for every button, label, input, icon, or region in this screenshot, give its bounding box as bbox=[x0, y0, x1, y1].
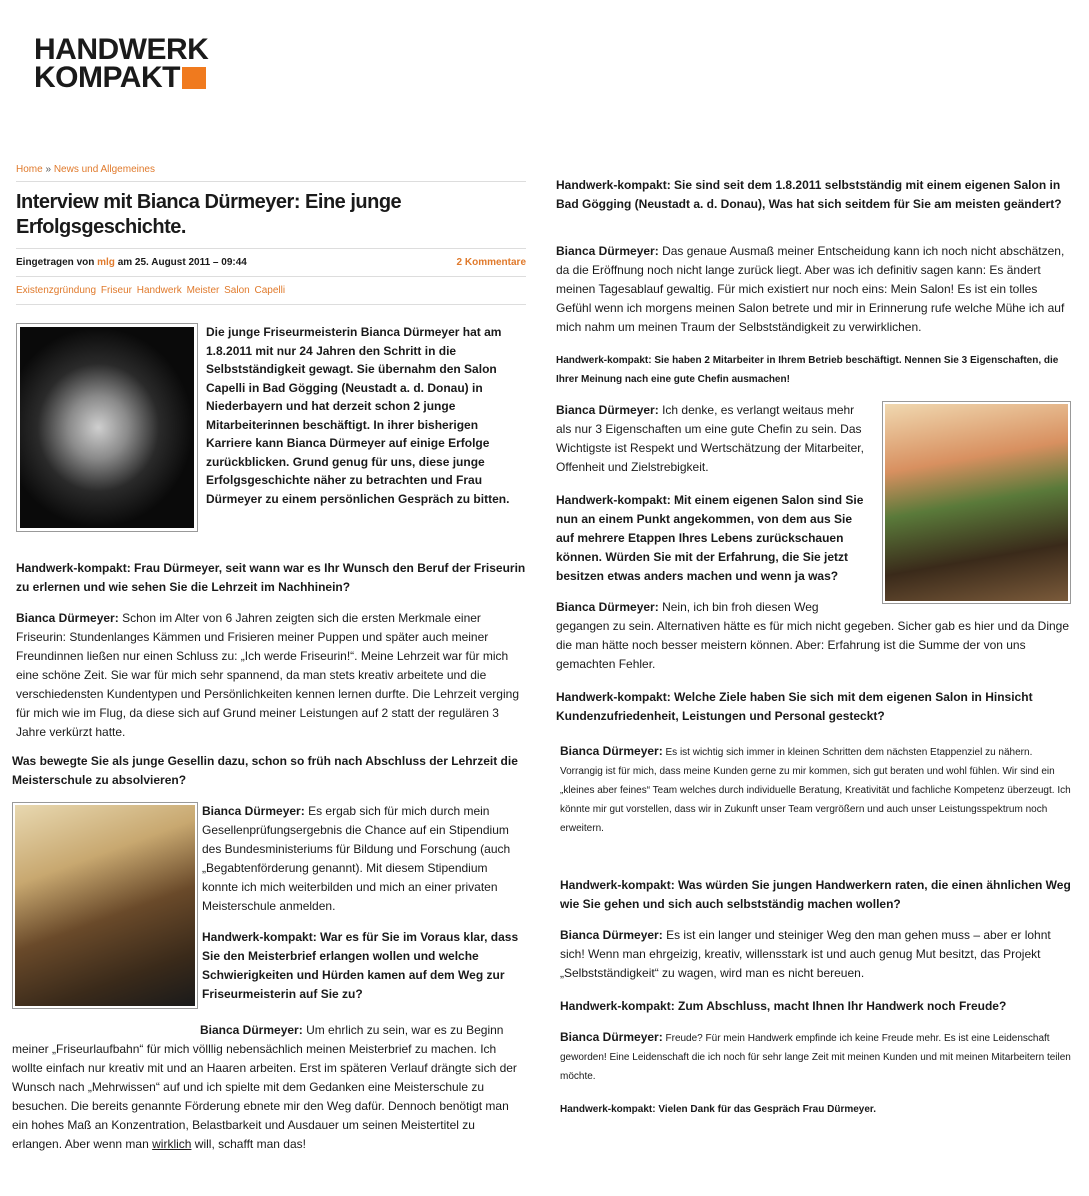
meta-prefix: Eingetragen von bbox=[16, 257, 95, 268]
site-logo[interactable] bbox=[34, 33, 209, 94]
tag-list bbox=[16, 277, 526, 305]
answer-speaker: Bianca Dürmeyer: bbox=[202, 804, 305, 818]
answer-speaker: Bianca Dürmeyer: bbox=[556, 244, 659, 258]
answer-3 bbox=[12, 1021, 526, 1154]
breadcrumb-section-link[interactable]: News und Allgemeines bbox=[53, 164, 155, 175]
answer-2-text: Es ergab sich für mich durch mein Gesellenprüfungsergebnis die Chance auf ein Stipendium des Bundesministeriums für Bildung und Forschung (auch „Begabtenförderung genannt). Mit diesem Stipendium konnte ich mich weiterbilden und mich an einer privaten Meisterschule anmelden. bbox=[202, 804, 511, 913]
answer-3-underlined: wirklich bbox=[152, 1137, 192, 1151]
meta-date: am 25. August 2011 – 09:44 bbox=[117, 257, 247, 268]
answer-speaker: Bianca Dürmeyer: bbox=[560, 744, 663, 758]
question-3: Handwerk-kompakt: War es für Sie im Voraus klar, dass Sie den Meisterbrief erlangen wollen und welche Schwierigkeiten und Hürden kamen auf dem Weg zur Friseurmeisterin auf Sie zu? bbox=[202, 930, 519, 1001]
logo-line2: KOMPAKT bbox=[34, 61, 180, 94]
question-5: Handwerk-kompakt: Sie haben 2 Mitarbeiter in Ihrem Betrieb beschäftigt. Nennen Sie 3 Eigenschaften, die Ihrer Meinung nach eine gute Chefin ausmachen! bbox=[556, 355, 1059, 385]
answer-8-text: Es ist ein langer und steiniger Weg den man gehen muss – aber er lohnt sich! Wenn man ehrgeizig, kreativ, willensstark ist und auch genug Mut besitzt, das Projekt „Selbstständigkeit“ zu wagen, wird man es nicht bereuen. bbox=[560, 928, 1051, 980]
answer-7 bbox=[560, 742, 1071, 838]
answer-3-end: will, schafft man das! bbox=[194, 1137, 306, 1151]
breadcrumb bbox=[16, 164, 526, 182]
closing-line: Handwerk-kompakt: Vielen Dank für das Gespräch Frau Dürmeyer. bbox=[560, 1104, 877, 1115]
tag-link[interactable]: Friseur bbox=[100, 285, 132, 296]
portrait-photo bbox=[16, 323, 198, 532]
question-9: Handwerk-kompakt: Zum Abschluss, macht Ihnen Ihr Handwerk noch Freude? bbox=[560, 999, 1007, 1013]
article-title: Interview mit Bianca Dürmeyer: Eine junge Erfolgsgeschichte. bbox=[16, 191, 402, 238]
left-column bbox=[12, 164, 526, 1154]
logo-square-icon bbox=[182, 67, 206, 89]
author-link[interactable]: mlg bbox=[97, 257, 115, 268]
tag-link[interactable]: Existenzgründung bbox=[16, 285, 97, 296]
intro-text: Die junge Friseurmeisterin Bianca Dürmeyer hat am 1.8.2011 mit nur 24 Jahren den Schritt in die Selbstständigkeit gewagt. Sie übernahm den Salon Capelli in Bad Gögging (Neustadt a. d. Donau) in Niederbayern und hat derzeit schon 2 junge Mitarbeiterinnen beschäftigt. In ihrer bisherigen Karriere kann Bianca Dürmeyer auf einige Erfolge zurückblicken. Grund genug für uns, diese junge Erfolgsgeschichte näher zu betrachten und Frau Dürmeyer zu einem persönlichen Gespräch zu bitten. bbox=[206, 325, 510, 506]
answer-speaker: Bianca Dürmeyer: bbox=[556, 403, 659, 417]
answer-speaker: Bianca Dürmeyer: bbox=[200, 1023, 303, 1037]
answer-1 bbox=[16, 609, 526, 742]
answer-7-text: Es ist wichtig sich immer in kleinen Schritten dem nächsten Etappenziel zu nähern. Vorrangig ist für mich, dass meine Kunden gerne zu mir kommen, sich gut beraten und wohl fühlen. Wir sind ein „kleines aber feines“ Team welches durch individuelle Beratung, Kreativität und fachliche Kompetenz überzeugt. Ich könnte mir gut vorstellen, dass wir in Zukunft unser Team vergrößern und auch unser Leistungsspektrum noch erweitern. bbox=[560, 747, 1071, 834]
answer-4-text: Das genaue Ausmaß meiner Entscheidung kann ich noch nicht abschätzen, da die Eröffnung noch nicht lange zurück liegt. Aber was ich definitiv sagen kann: Es ändert meinen Tagesablauf gewaltig. Für mich existiert nur noch eins: Mein Salon! Es ist ein tolles Gefühl wenn ich morgens meinen Salon betrete und mir in Erinnerung rufe welche Mühe ich auf mich nahm um meinen Traum der Selbstständigkeit zu verwirklichen. bbox=[556, 244, 1065, 334]
logo-line1: HANDWERK bbox=[34, 33, 209, 66]
tag-link[interactable]: Salon Capelli bbox=[224, 285, 286, 296]
comments-link[interactable]: 2 Kommentare bbox=[456, 257, 526, 268]
question-7: Handwerk-kompakt: Welche Ziele haben Sie sich mit dem eigenen Salon in Hinsicht Kundenzufriedenheit, Leistungen und Personal gesteckt? bbox=[556, 690, 1033, 723]
answer-9 bbox=[560, 1028, 1071, 1086]
answer-speaker: Bianca Dürmeyer: bbox=[16, 611, 119, 625]
answer-6 bbox=[556, 598, 1071, 674]
answer-6-text: Nein, ich bin froh diesen Weg gegangen zu sein. Alternativen hätte es für mich nicht gegeben. Sicher gab es hier und da Dinge die man hätte noch besser meistern können. Aber: Erfahrung ist die Summe der von uns gemachten Fehler. bbox=[556, 600, 1070, 671]
breadcrumb-separator: » bbox=[45, 164, 52, 175]
answer-8 bbox=[560, 926, 1071, 983]
answer-speaker: Bianca Dürmeyer: bbox=[560, 928, 663, 942]
question-1: Handwerk-kompakt: Frau Dürmeyer, seit wann war es Ihr Wunsch den Beruf der Friseurin zu erlernen und wie sehen Sie die Lehrzeit im Nachhinein? bbox=[16, 561, 526, 594]
answer-5-text: Ich denke, es verlangt weitaus mehr als nur 3 Eigenschaften um eine gute Chefin zu sein. Das Wichtigste ist Respekt und Wertschätzung der Mitarbeiter, Offenheit und Zielstrebigkeit. bbox=[556, 403, 864, 474]
answer-3-text: Um ehrlich zu sein, war es zu Beginn meiner „Friseurlaufbahn“ für mich völllig nebensächlich meinen Meisterbrief zu machen. Ich wollte einfach nur kreativ mit und an Haaren arbeiten. Erst im späteren Verlauf drängte sich der Wunsch nach „Mehrwissen“ auf und ich spielte mit dem Gedanken eine Meisterschule zu besuchen. Die bereits genannte Förderung ebnete mir den Weg dafür. Dennoch benötigt man ein hohes Maß an Konzentration, Belastbarkeit und Ausdauer um seinen Meistertitel zu erlangen. Aber wenn man bbox=[12, 1023, 517, 1151]
answer-4 bbox=[556, 242, 1071, 337]
answer-speaker: Bianca Dürmeyer: bbox=[560, 1030, 663, 1044]
breadcrumb-home-link[interactable]: Home bbox=[16, 164, 43, 175]
tag-link[interactable]: Meister bbox=[186, 285, 220, 296]
question-2: Was bewegte Sie als junge Gesellin dazu, schon so früh nach Abschluss der Lehrzeit die Meisterschule zu absolvieren? bbox=[12, 754, 518, 787]
answer-1-text: Schon im Alter von 6 Jahren zeigten sich die ersten Merkmale einer Friseurin: Stundenlanges Kämmen und Frisieren meiner Puppen und später auch meiner Freundinnen ließen nur einen Schluss zu: „Ich werde Friseurin!“. Meine Lehrzeit war für mich eine schöne Zeit. Sie war für mich sehr spannend, da man stets kreativ arbeitete und die verschiedensten Kundentypen und Persönlichkeiten kennen lernen durfte. Die Lehrzeit verging für mich wie im Flug, da diese sich auf Grund meiner Leistungen auf 2 statt der regulären 3 Jahre verkürzt hatte. bbox=[16, 611, 519, 739]
answer-9-text: Freude? Für mein Handwerk empfinde ich keine Freude mehr. Es ist eine Leidenschaft geworden! Eine Leidenschaft die ich noch für sehr lange Zeit mit meinen Kunden und mit meinen Mitarbeitern teilen möchte. bbox=[560, 1033, 1071, 1082]
award-photo bbox=[12, 802, 198, 1009]
salon-photo bbox=[882, 401, 1071, 604]
right-column bbox=[556, 176, 1071, 1119]
question-4: Handwerk-kompakt: Sie sind seit dem 1.8.2011 selbstständig mit einem eigenen Salon in Bad Gögging (Neustadt a. d. Donau), Was hat sich seitdem für Sie am meisten geändert? bbox=[556, 178, 1062, 211]
tag-link[interactable]: Handwerk bbox=[136, 285, 182, 296]
question-8: Handwerk-kompakt: Was würden Sie jungen Handwerkern raten, die einen ähnlichen Weg wie Sie gehen und sich auch selbstständig machen wollen? bbox=[560, 878, 1071, 911]
article-meta bbox=[16, 248, 526, 277]
answer-speaker: Bianca Dürmeyer: bbox=[556, 600, 659, 614]
question-6: Handwerk-kompakt: Mit einem eigenen Salon sind Sie nun an einem Punkt angekommen, von dem aus Sie auf mehrere Etappen Ihres Lebens zurückschauen können. Würden Sie mit der Erfahrung, die Sie jetzt besitzen etwas anders machen und wenn ja was? bbox=[556, 493, 864, 583]
